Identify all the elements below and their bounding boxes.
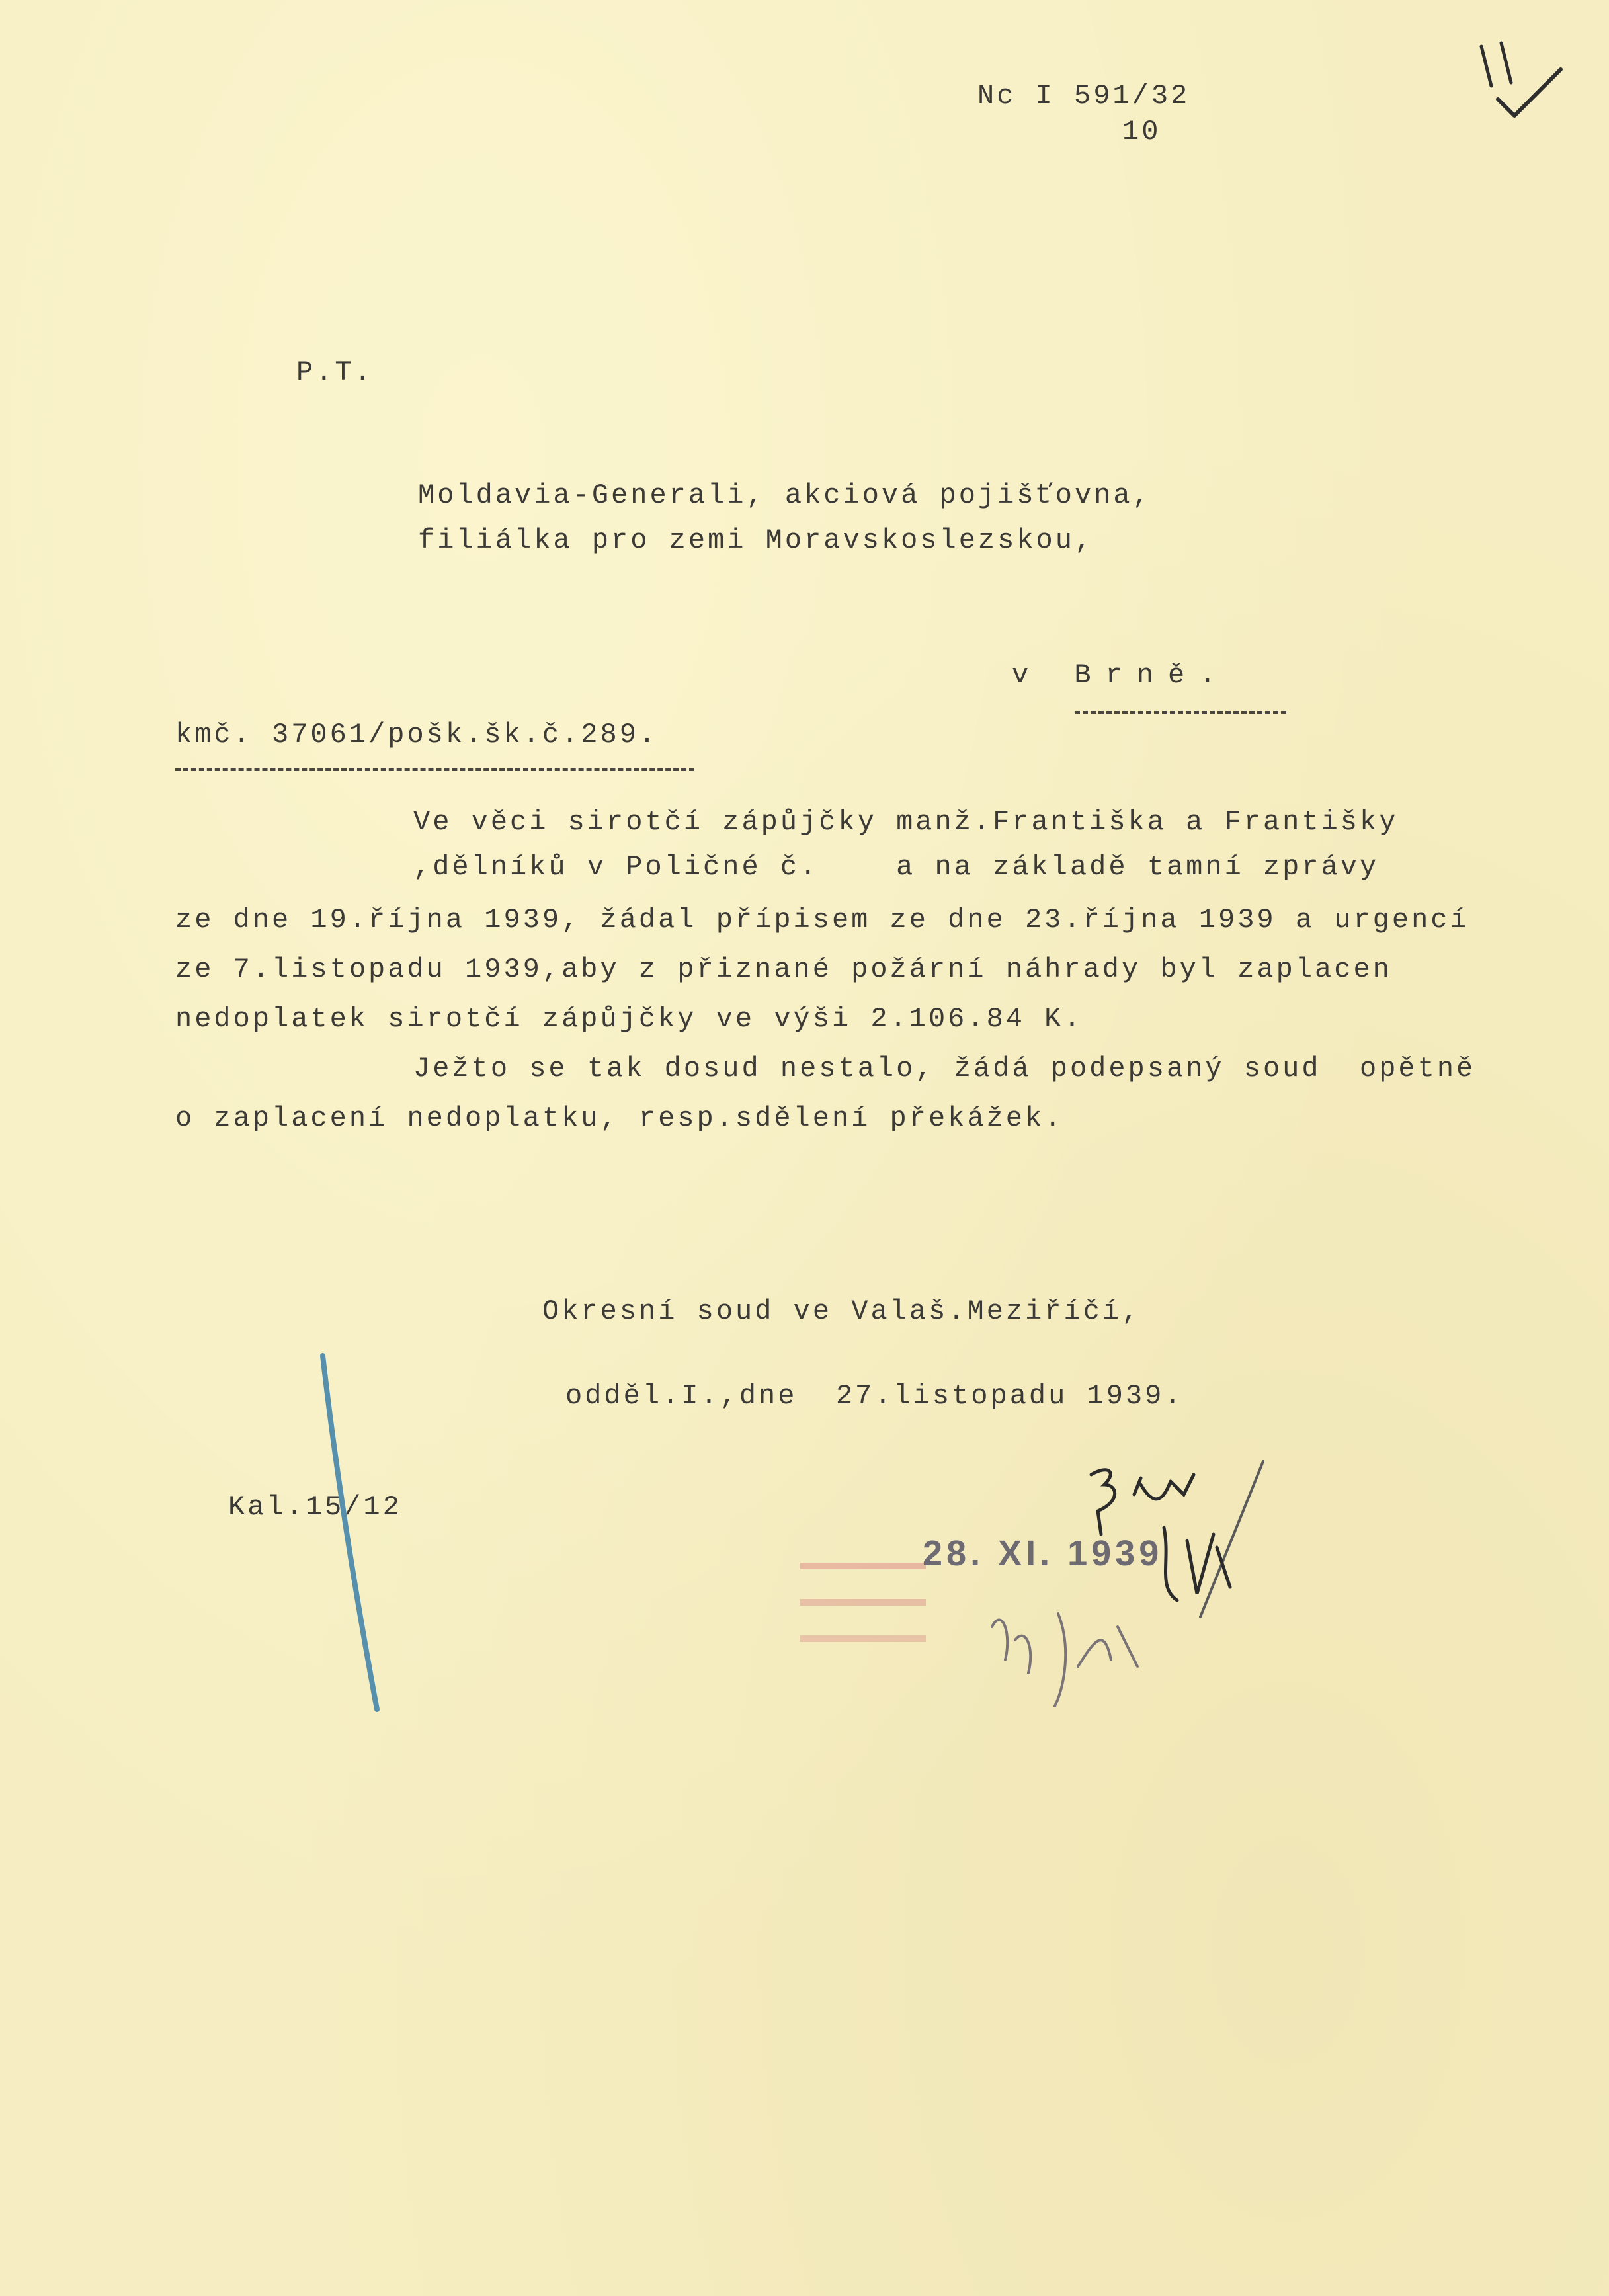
reference-number: kmč. 37061/pošk.šk.č.289. — [175, 719, 659, 751]
stamp-signature-right — [1151, 1514, 1243, 1620]
court-name: Okresní soud ve Valaš.Meziříčí, — [542, 1295, 1141, 1327]
body-line: ze dne 19.října 1939, žádal přípisem ze dne 23.října 1939 a urgencí — [175, 904, 1469, 936]
reference-underline — [175, 768, 694, 771]
addressee-line-2: filiálka pro zemi Moravskoslezskou, — [418, 524, 1094, 556]
file-number: Nc I 591/32 — [977, 80, 1190, 112]
body-line: Ježto se tak dosud nestalo, žádá podepsaný soud opětně — [413, 1053, 1476, 1085]
addressee-city: v Brně. — [1012, 659, 1231, 691]
addressee-line-1: Moldavia-Generali, akciová pojišťovna, — [418, 479, 1152, 511]
salutation: P.T. — [296, 356, 374, 388]
calendar-reference: Kal.15/12 — [228, 1491, 402, 1523]
body-line: ze 7.listopadu 1939,aby z přiznané požární náhrady byl zaplacen — [175, 954, 1392, 985]
city-underline — [1075, 711, 1286, 714]
blue-pencil-stroke — [311, 1349, 390, 1719]
body-line: Ve věci sirotčí zápůjčky manž.Františka a Františky — [413, 806, 1399, 838]
body-line: nedoplatek sirotčí zápůjčky ve výši 2.106.84 K. — [175, 1003, 1083, 1035]
stamp-signature — [985, 1587, 1157, 1719]
body-line: ,dělníků v Poličné č. a na základě tamní zprávy — [413, 851, 1380, 883]
dispatch-stamp — [800, 1539, 926, 1665]
checkmark-annotation-icon — [1462, 20, 1581, 119]
file-number-sub: 10 — [1122, 116, 1161, 147]
body-line: o zaplacení nedoplatku, resp.sdělení překážek. — [175, 1102, 1064, 1134]
stamp-date: 28. XI. 1939 — [923, 1534, 1163, 1573]
department-date: odděl.I.,dne 27.listopadu 1939. — [565, 1380, 1184, 1412]
